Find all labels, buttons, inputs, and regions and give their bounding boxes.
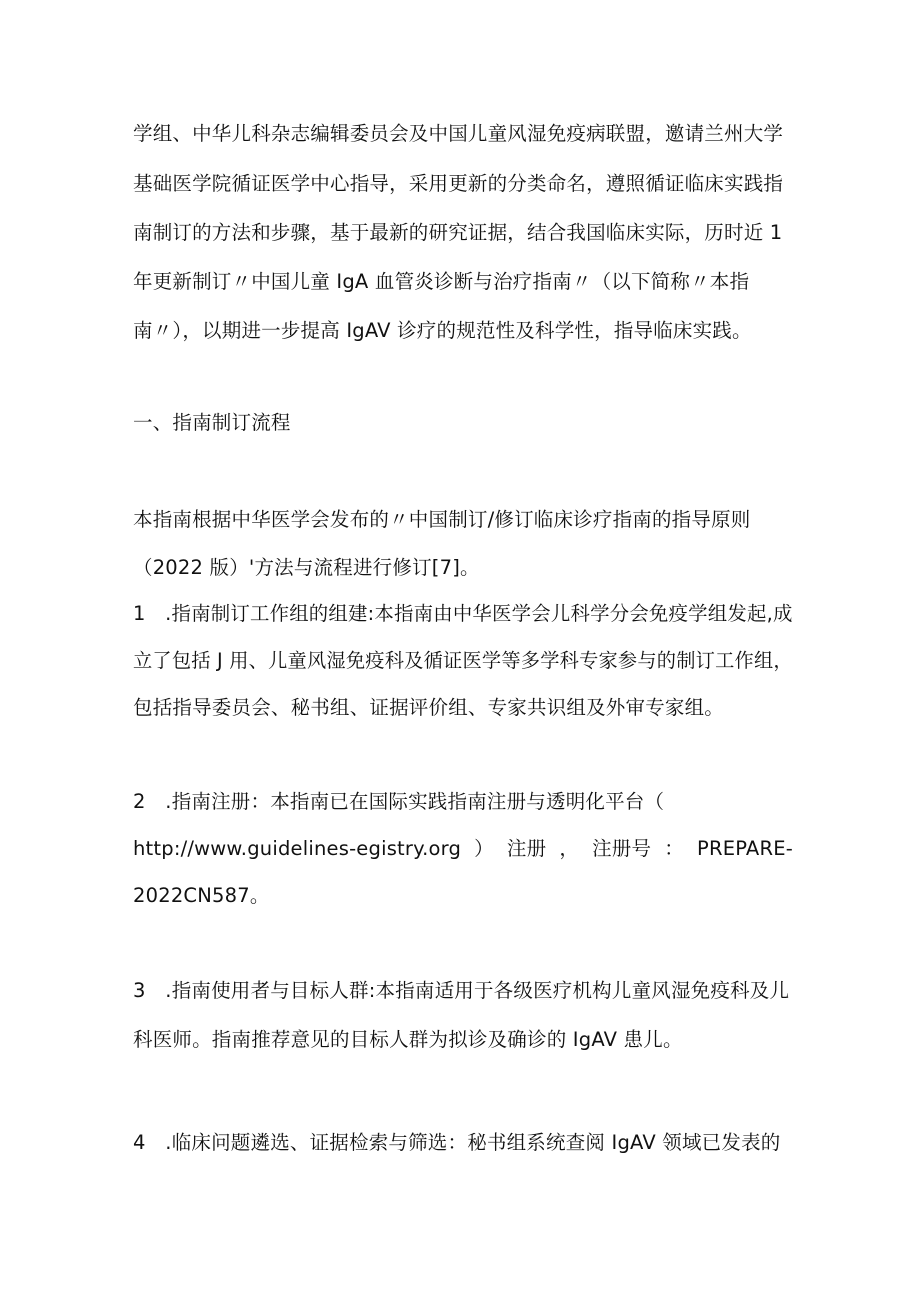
item2-paren: ）	[474, 837, 494, 860]
registry-url: http://www.guidelines-egistry.org	[133, 837, 462, 860]
item2-reg-word: 注册	[506, 837, 547, 860]
intro-line-5: 南〃），以期进一步提高 IgAV 诊疗的规范性及科学性，指导临床实践。	[133, 319, 752, 342]
item2-line-2	[133, 836, 793, 862]
item4-line-1: 4 .临床问题遴选、证据检索与筛选：秘书组系统查阅 IgAV 领域已发表的	[133, 1131, 781, 1154]
item1-line-1: 1 .指南制订工作组的组建:本指南由中华医学会儿科学分会免疫学组发起,成	[133, 602, 793, 625]
section-heading: 一、指南制订流程	[133, 411, 291, 434]
item2-comma: ，	[559, 837, 580, 860]
section-intro-line-2: （2022 版）'方法与流程进行修订[7]。	[133, 556, 480, 579]
intro-line-2: 基础医学院循证医学中心指导，采用更新的分类命名，遵照循证临床实践指	[133, 172, 784, 195]
item2-line-1-text: 2 .指南注册：本指南已在国际实践指南注册与透明化平台（	[133, 790, 665, 813]
item2-reg-number-part1: PREPARE-	[696, 837, 793, 860]
item3-line-2: 科医师。指南推荐意见的目标人群为拟诊及确诊的 IgAV 患儿。	[133, 1028, 683, 1051]
item1-line-2: 立了包括 J 用、儿童风湿免疫科及循证医学等多学科专家参与的制订工作组，	[133, 649, 793, 672]
intro-line-4: 年更新制订〃中国儿童 IgA 血管炎诊断与治疗指南〃（以下简称〃本指	[133, 270, 750, 293]
item1-line-3: 包括指导委员会、秘书组、证据评价组、专家共识组及外审专家组。	[133, 696, 725, 719]
item3-line-1: 3 .指南使用者与目标人群:本指南适用于各级医疗机构儿童风湿免疫科及儿	[133, 979, 790, 1002]
item2-line-1	[133, 789, 793, 815]
intro-line-3: 南制订的方法和步骤，基于最新的研究证据，结合我国临床实际，历时近 1	[133, 221, 783, 244]
item2-line-3: 2022CN587。	[133, 884, 270, 907]
intro-line-1: 学组、中华儿科杂志编辑委员会及中国儿童风湿免疫病联盟，邀请兰州大学	[133, 122, 784, 145]
section-intro-line-1: 本指南根据中华医学会发布的〃中国制订/修订临床诊疗指南的指导原则	[133, 508, 751, 531]
item2-colon: ：	[664, 837, 684, 860]
item2-reg-number-label: 注册号	[592, 837, 652, 860]
